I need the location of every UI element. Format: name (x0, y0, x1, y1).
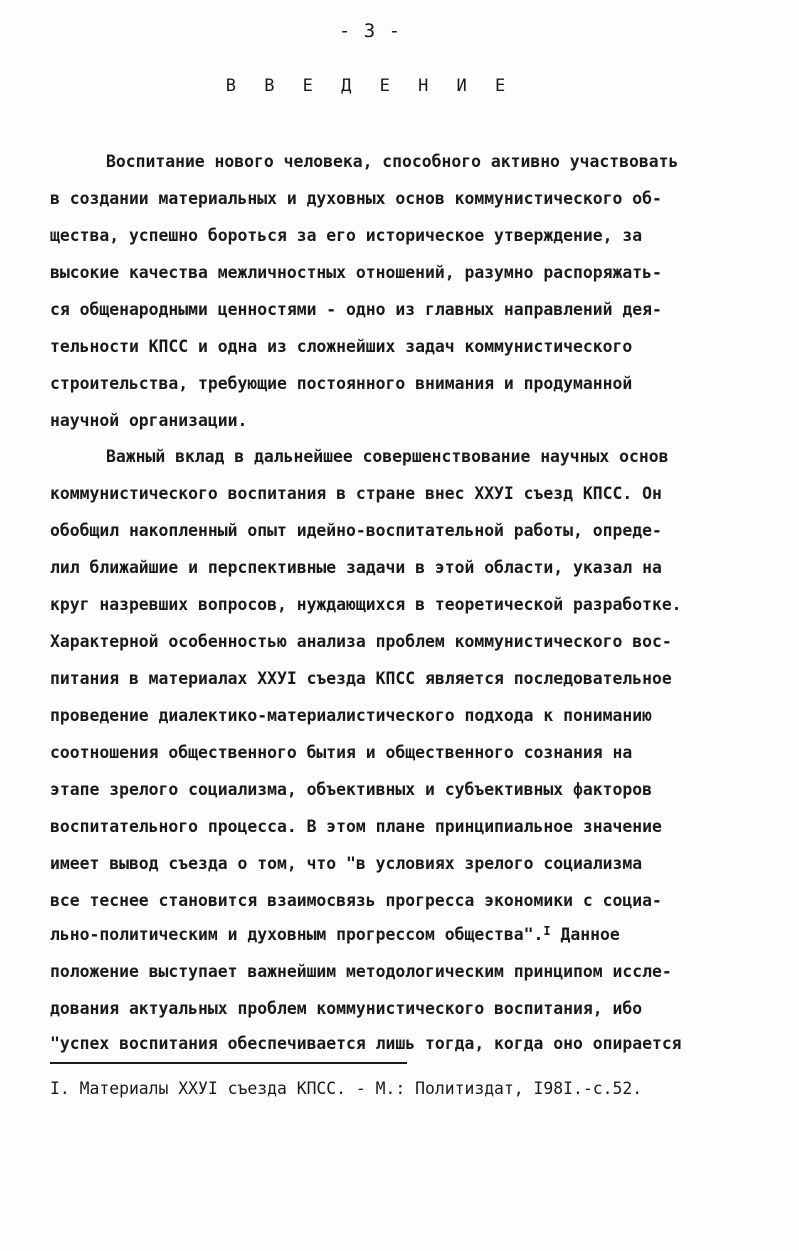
text-line: Характерной особенностью анализа проблем коммунистического вос- (50, 632, 672, 651)
text-line: имеет вывод съезда о том, что "в условиях зрелого социализма (50, 854, 643, 873)
text-line: в создании материальных и духовных основ коммунистического об- (50, 189, 662, 208)
text-fragment: льно-политическим и духовным прогрессом общества". (50, 925, 544, 944)
footnote-reference: I (543, 924, 551, 938)
text-line: дования актуальных проблем коммунистического воспитания, ибо (50, 999, 643, 1018)
text-line: коммунистического воспитания в стране внес ХХУI съезд КПСС. Он (50, 484, 662, 503)
text-line: "успех воспитания обеспечивается лишь тогда, когда оно опирается (50, 1034, 682, 1053)
text-line: Важный вклад в дальнейшее совершенствование научных основ (106, 447, 669, 466)
text-line: лил ближайшие и перспективные задачи в этой области, указал на (50, 558, 662, 577)
text-fragment: Данное (560, 925, 620, 944)
text-line: тельности КПСС и одна из сложнейших задач коммунистического (50, 337, 633, 356)
footnote: I. Материалы ХХУI съезда КПСС. - М.: Политиздат, I98I.-с.52. (50, 1079, 643, 1098)
text-line: высокие качества межличностных отношений, разумно распоряжать- (50, 263, 662, 282)
text-line: щества, успешно бороться за его историческое утверждение, за (50, 226, 643, 245)
text-line: все теснее становится взаимосвязь прогресса экономики с социа- (50, 891, 662, 910)
section-heading: В В Е Д Е Н И Е (225, 76, 515, 96)
text-line: воспитательного процесса. В этом плане принципиальное значение (50, 817, 662, 836)
text-line: соотношения общественного бытия и общественного сознания на (50, 743, 633, 762)
text-line: ся общенародными ценностями - одно из главных направлений дея- (50, 300, 662, 319)
footnote-separator (50, 1062, 407, 1064)
text-line-with-footnote (50, 925, 770, 946)
text-line: научной организации. (50, 411, 248, 430)
text-line: круг назревших вопросов, нуждающихся в теоретической разработке. (50, 595, 682, 614)
text-line: обобщил накопленный опыт идейно-воспитательной работы, опреде- (50, 521, 662, 540)
text-line: питания в материалах ХХУI съезда КПСС является последовательное (50, 669, 672, 688)
text-line: строительства, требующие постоянного внимания и продуманной (50, 374, 633, 393)
text-line: этапе зрелого социализма, объективных и субъективных факторов (50, 780, 652, 799)
text-line: проведение диалектико-материалистического подхода к пониманию (50, 706, 652, 725)
text-line: Воспитание нового человека, способного активно участвовать (106, 152, 679, 171)
text-line: положение выступает важнейшим методологическим принципом иссле- (50, 962, 672, 981)
page-number: - 3 - (338, 20, 402, 42)
